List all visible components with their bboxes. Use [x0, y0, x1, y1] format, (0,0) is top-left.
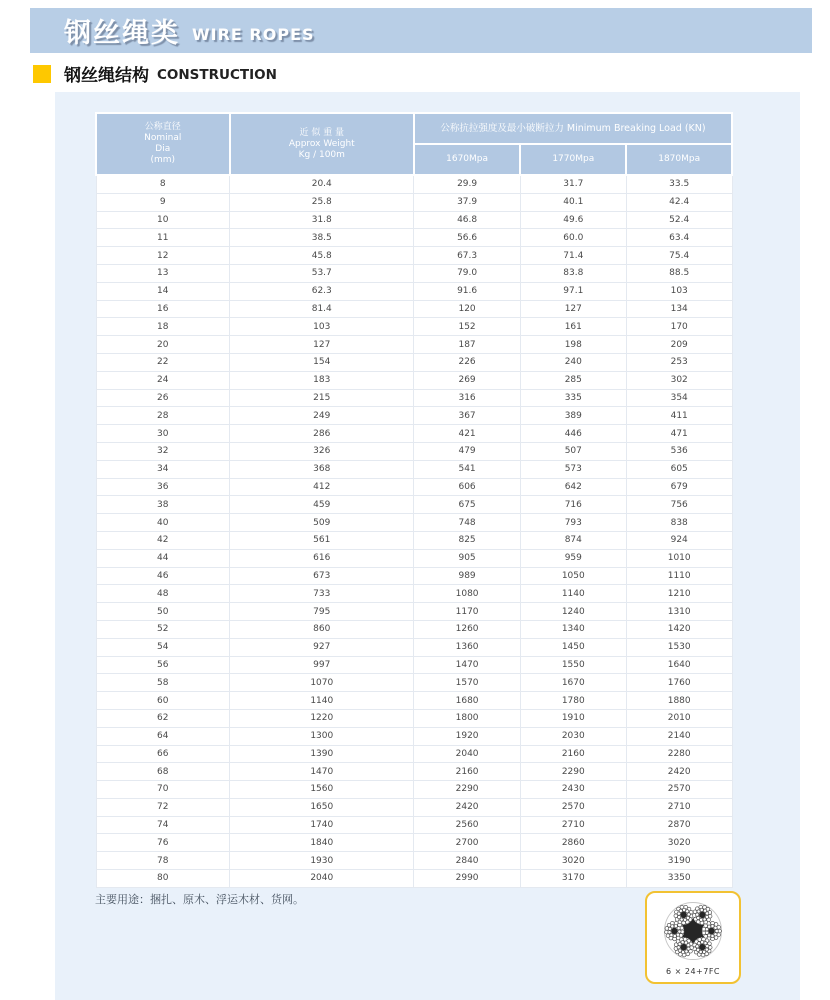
table-cell: 48	[96, 585, 230, 603]
table-row	[96, 620, 732, 638]
table-cell: 26	[96, 389, 230, 407]
table-cell: 1010	[626, 549, 732, 567]
table-cell: 1800	[414, 709, 520, 727]
table-cell: 2040	[230, 870, 414, 888]
table-cell: 1390	[230, 745, 414, 763]
table-cell: 541	[414, 460, 520, 478]
header-approx-weight	[230, 113, 414, 175]
table-cell: 18	[96, 318, 230, 336]
table-row	[96, 763, 732, 781]
table-row	[96, 852, 732, 870]
table-cell: 8	[96, 175, 230, 193]
table-cell: 1470	[414, 656, 520, 674]
table-cell: 103	[626, 282, 732, 300]
table-cell: 49.6	[520, 211, 626, 229]
table-cell: 170	[626, 318, 732, 336]
table-cell: 1210	[626, 585, 732, 603]
table-cell: 54	[96, 638, 230, 656]
table-cell: 1780	[520, 692, 626, 710]
table-cell: 127	[520, 300, 626, 318]
table-cell: 152	[414, 318, 520, 336]
table-row	[96, 585, 732, 603]
table-cell: 63.4	[626, 229, 732, 247]
table-row	[96, 229, 732, 247]
table-cell: 13	[96, 264, 230, 282]
table-row	[96, 692, 732, 710]
table-cell: 838	[626, 514, 732, 532]
table-row	[96, 300, 732, 318]
table-cell: 70	[96, 781, 230, 799]
table-cell: 52.4	[626, 211, 732, 229]
table-cell: 71.4	[520, 247, 626, 265]
table-cell: 1310	[626, 603, 732, 621]
page-title-en: WIRE ROPES	[192, 25, 315, 44]
table-cell: 161	[520, 318, 626, 336]
construction-label: 6 × 24+7FC	[665, 966, 721, 976]
table-row	[96, 442, 732, 460]
table-cell: 269	[414, 371, 520, 389]
table-cell: 2840	[414, 852, 520, 870]
table-cell: 716	[520, 496, 626, 514]
table-cell: 37.9	[414, 193, 520, 211]
table-cell: 326	[230, 442, 414, 460]
table-row	[96, 709, 732, 727]
table-row	[96, 425, 732, 443]
table-cell: 20	[96, 336, 230, 354]
table-cell: 42	[96, 531, 230, 549]
table-cell: 64	[96, 727, 230, 745]
table-cell: 1760	[626, 674, 732, 692]
table-cell: 1420	[626, 620, 732, 638]
table-cell: 679	[626, 478, 732, 496]
table-cell: 3190	[626, 852, 732, 870]
table-cell: 605	[626, 460, 732, 478]
header-line: 近 似 重 量	[299, 127, 345, 138]
table-cell: 32	[96, 442, 230, 460]
table-cell: 34	[96, 460, 230, 478]
section-heading	[33, 61, 277, 86]
table-row	[96, 816, 732, 834]
table-cell: 2160	[520, 745, 626, 763]
table-cell: 479	[414, 442, 520, 460]
spec-table	[95, 112, 733, 888]
table-cell: 12	[96, 247, 230, 265]
table-cell: 642	[520, 478, 626, 496]
table-cell: 2160	[414, 763, 520, 781]
table-row	[96, 638, 732, 656]
table-cell: 60	[96, 692, 230, 710]
table-cell: 2860	[520, 834, 626, 852]
table-cell: 88.5	[626, 264, 732, 282]
usage-note: 主要用途：捆扎、原木、浮运木材、货网。	[95, 893, 304, 906]
table-cell: 46.8	[414, 211, 520, 229]
table-cell: 1650	[230, 798, 414, 816]
table-cell: 573	[520, 460, 626, 478]
table-cell: 24	[96, 371, 230, 389]
table-cell: 9	[96, 193, 230, 211]
table-cell: 80	[96, 870, 230, 888]
table-row	[96, 798, 732, 816]
table-cell: 253	[626, 353, 732, 371]
table-cell: 509	[230, 514, 414, 532]
header-line: Dia	[155, 144, 171, 154]
table-row	[96, 656, 732, 674]
table-cell: 286	[230, 425, 414, 443]
section-title-en: CONSTRUCTION	[157, 66, 277, 83]
table-cell: 91.6	[414, 282, 520, 300]
table-row	[96, 781, 732, 799]
table-row	[96, 193, 732, 211]
table-row	[96, 353, 732, 371]
table-cell: 1450	[520, 638, 626, 656]
table-cell: 1880	[626, 692, 732, 710]
table-cell: 2280	[626, 745, 732, 763]
table-cell: 10	[96, 211, 230, 229]
table-cell: 2420	[626, 763, 732, 781]
table-cell: 1300	[230, 727, 414, 745]
table-cell: 1170	[414, 603, 520, 621]
table-cell: 127	[230, 336, 414, 354]
table-cell: 2420	[414, 798, 520, 816]
table-cell: 16	[96, 300, 230, 318]
table-row	[96, 389, 732, 407]
header-grade-1770: 1770Mpa	[520, 144, 626, 175]
table-cell: 302	[626, 371, 732, 389]
table-cell: 22	[96, 353, 230, 371]
table-cell: 33.5	[626, 175, 732, 193]
table-cell: 3350	[626, 870, 732, 888]
content-panel	[55, 92, 800, 1000]
table-cell: 795	[230, 603, 414, 621]
table-cell: 3020	[520, 852, 626, 870]
table-cell: 2560	[414, 816, 520, 834]
table-cell: 103	[230, 318, 414, 336]
table-cell: 40.1	[520, 193, 626, 211]
table-cell: 1550	[520, 656, 626, 674]
table-cell: 1140	[520, 585, 626, 603]
table-cell: 75.4	[626, 247, 732, 265]
yellow-bullet-icon	[33, 65, 51, 83]
table-cell: 1080	[414, 585, 520, 603]
table-cell: 46	[96, 567, 230, 585]
table-cell: 62.3	[230, 282, 414, 300]
table-cell: 183	[230, 371, 414, 389]
table-cell: 83.8	[520, 264, 626, 282]
header-grade-1870: 1870Mpa	[626, 144, 732, 175]
table-cell: 120	[414, 300, 520, 318]
table-cell: 38.5	[230, 229, 414, 247]
table-cell: 209	[626, 336, 732, 354]
header-breaking-load-group: 公称抗拉强度及最小破断拉力 Minimum Breaking Load (KN)	[414, 113, 732, 144]
table-cell: 1680	[414, 692, 520, 710]
table-cell: 459	[230, 496, 414, 514]
table-cell: 240	[520, 353, 626, 371]
table-cell: 1070	[230, 674, 414, 692]
table-cell: 1140	[230, 692, 414, 710]
table-cell: 989	[414, 567, 520, 585]
table-cell: 733	[230, 585, 414, 603]
table-cell: 44	[96, 549, 230, 567]
table-cell: 78	[96, 852, 230, 870]
table-cell: 1240	[520, 603, 626, 621]
table-cell: 756	[626, 496, 732, 514]
table-cell: 187	[414, 336, 520, 354]
table-cell: 79.0	[414, 264, 520, 282]
table-cell: 68	[96, 763, 230, 781]
page-title-zh: 钢丝绳类	[64, 18, 180, 49]
table-cell: 2710	[520, 816, 626, 834]
rope-cross-section-icon	[662, 900, 724, 966]
table-cell: 2710	[626, 798, 732, 816]
table-cell: 2030	[520, 727, 626, 745]
table-cell: 50	[96, 603, 230, 621]
table-row	[96, 282, 732, 300]
table-cell: 30	[96, 425, 230, 443]
table-cell: 36	[96, 478, 230, 496]
header-line: Kg / 100m	[298, 149, 345, 160]
table-row	[96, 247, 732, 265]
table-cell: 1570	[414, 674, 520, 692]
table-cell: 924	[626, 531, 732, 549]
table-cell: 66	[96, 745, 230, 763]
table-cell: 53.7	[230, 264, 414, 282]
spec-table-wrap	[95, 112, 733, 888]
table-cell: 58	[96, 674, 230, 692]
table-row	[96, 514, 732, 532]
table-cell: 45.8	[230, 247, 414, 265]
table-cell: 97.1	[520, 282, 626, 300]
table-cell: 2870	[626, 816, 732, 834]
table-cell: 67.3	[414, 247, 520, 265]
table-cell: 42.4	[626, 193, 732, 211]
table-cell: 748	[414, 514, 520, 532]
table-cell: 825	[414, 531, 520, 549]
table-row	[96, 603, 732, 621]
table-cell: 215	[230, 389, 414, 407]
table-row	[96, 870, 732, 888]
table-row	[96, 745, 732, 763]
table-cell: 874	[520, 531, 626, 549]
table-cell: 76	[96, 834, 230, 852]
table-cell: 616	[230, 549, 414, 567]
table-cell: 507	[520, 442, 626, 460]
table-cell: 1360	[414, 638, 520, 656]
table-cell: 285	[520, 371, 626, 389]
table-cell: 2430	[520, 781, 626, 799]
table-cell: 249	[230, 407, 414, 425]
table-cell: 52	[96, 620, 230, 638]
table-cell: 1260	[414, 620, 520, 638]
table-row	[96, 371, 732, 389]
table-cell: 40	[96, 514, 230, 532]
table-cell: 31.7	[520, 175, 626, 193]
table-row	[96, 264, 732, 282]
table-cell: 536	[626, 442, 732, 460]
table-cell: 1920	[414, 727, 520, 745]
header-grade-1670: 1670Mpa	[414, 144, 520, 175]
table-cell: 367	[414, 407, 520, 425]
table-cell: 31.8	[230, 211, 414, 229]
spec-table-head	[96, 113, 732, 175]
table-cell: 793	[520, 514, 626, 532]
table-row	[96, 727, 732, 745]
table-cell: 2290	[520, 763, 626, 781]
table-cell: 2700	[414, 834, 520, 852]
table-row	[96, 549, 732, 567]
table-cell: 134	[626, 300, 732, 318]
table-cell: 3170	[520, 870, 626, 888]
table-cell: 389	[520, 407, 626, 425]
table-row	[96, 175, 732, 193]
table-cell: 2290	[414, 781, 520, 799]
table-cell: 198	[520, 336, 626, 354]
table-cell: 2140	[626, 727, 732, 745]
table-cell: 1050	[520, 567, 626, 585]
table-cell: 1470	[230, 763, 414, 781]
table-cell: 561	[230, 531, 414, 549]
table-cell: 997	[230, 656, 414, 674]
table-cell: 2570	[626, 781, 732, 799]
table-row	[96, 318, 732, 336]
table-cell: 335	[520, 389, 626, 407]
table-cell: 673	[230, 567, 414, 585]
table-cell: 3020	[626, 834, 732, 852]
table-cell: 154	[230, 353, 414, 371]
table-cell: 2570	[520, 798, 626, 816]
table-cell: 412	[230, 478, 414, 496]
table-cell: 56	[96, 656, 230, 674]
table-cell: 860	[230, 620, 414, 638]
table-cell: 28	[96, 407, 230, 425]
table-cell: 11	[96, 229, 230, 247]
table-cell: 471	[626, 425, 732, 443]
header-line: Nominal	[144, 133, 182, 143]
table-row	[96, 460, 732, 478]
table-cell: 927	[230, 638, 414, 656]
table-cell: 354	[626, 389, 732, 407]
table-cell: 1840	[230, 834, 414, 852]
table-cell: 606	[414, 478, 520, 496]
table-cell: 38	[96, 496, 230, 514]
table-cell: 29.9	[414, 175, 520, 193]
construction-box	[645, 891, 741, 984]
table-cell: 2040	[414, 745, 520, 763]
table-row	[96, 674, 732, 692]
table-cell: 74	[96, 816, 230, 834]
table-cell: 2010	[626, 709, 732, 727]
header-line: Approx Weight	[288, 138, 355, 149]
table-cell: 1740	[230, 816, 414, 834]
table-cell: 60.0	[520, 229, 626, 247]
table-cell: 1910	[520, 709, 626, 727]
table-cell: 1220	[230, 709, 414, 727]
table-row	[96, 531, 732, 549]
table-cell: 316	[414, 389, 520, 407]
table-cell: 905	[414, 549, 520, 567]
table-cell: 56.6	[414, 229, 520, 247]
table-cell: 1560	[230, 781, 414, 799]
page-title-band	[30, 8, 812, 53]
table-cell: 20.4	[230, 175, 414, 193]
table-cell: 959	[520, 549, 626, 567]
table-cell: 1110	[626, 567, 732, 585]
header-line: (mm)	[150, 155, 176, 165]
table-row	[96, 496, 732, 514]
table-cell: 1640	[626, 656, 732, 674]
table-cell: 1930	[230, 852, 414, 870]
table-row	[96, 478, 732, 496]
table-cell: 62	[96, 709, 230, 727]
table-cell: 446	[520, 425, 626, 443]
table-row	[96, 567, 732, 585]
table-row	[96, 834, 732, 852]
table-cell: 81.4	[230, 300, 414, 318]
table-cell: 226	[414, 353, 520, 371]
table-cell: 72	[96, 798, 230, 816]
table-row	[96, 211, 732, 229]
header-nominal-dia	[96, 113, 230, 175]
table-cell: 368	[230, 460, 414, 478]
table-cell: 411	[626, 407, 732, 425]
table-cell: 1670	[520, 674, 626, 692]
table-cell: 675	[414, 496, 520, 514]
table-body	[96, 175, 732, 887]
table-cell: 14	[96, 282, 230, 300]
table-row	[96, 336, 732, 354]
section-title-zh: 钢丝绳结构	[64, 66, 149, 86]
header-line: 公称直径	[144, 122, 181, 132]
table-cell: 1530	[626, 638, 732, 656]
table-cell: 2990	[414, 870, 520, 888]
table-cell: 25.8	[230, 193, 414, 211]
table-cell: 1340	[520, 620, 626, 638]
table-row	[96, 407, 732, 425]
table-cell: 421	[414, 425, 520, 443]
